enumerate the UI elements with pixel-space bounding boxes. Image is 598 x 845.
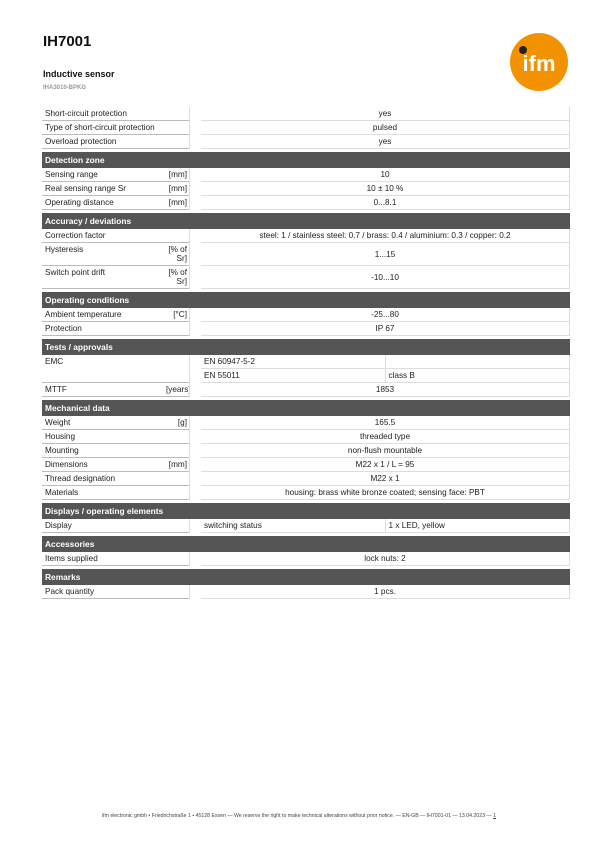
row-unit: [mm] xyxy=(164,182,189,196)
footer-text: ifm electronic gmbh • Friedrichstraße 1 • 45128 Essen — We reserve the right to make technical alterations without prior notice. — EN-GB — IH7001-01 — 13.04.2023 — xyxy=(102,813,492,819)
row-label: EMC xyxy=(45,357,64,366)
row-label: Housing xyxy=(42,430,164,444)
row-label: Sensing range xyxy=(42,168,164,182)
table-row xyxy=(42,135,570,149)
table-row xyxy=(42,486,570,500)
row-unit xyxy=(164,444,189,458)
row-value: IP 67 xyxy=(201,322,570,336)
table-row xyxy=(42,182,570,196)
row-label: Thread designation xyxy=(42,472,164,486)
row-label: Switch point drift xyxy=(42,266,164,289)
product-code: IHA3010-BPKG xyxy=(43,85,87,91)
table-row xyxy=(42,322,570,336)
row-unit xyxy=(164,135,189,149)
row-unit: [°C] xyxy=(164,308,189,322)
row-unit: [years] xyxy=(164,383,189,397)
row-label: MTTF xyxy=(42,383,164,397)
row-unit: [mm] xyxy=(164,168,189,182)
table-row xyxy=(42,416,570,430)
row-unit xyxy=(164,121,189,135)
table-row xyxy=(42,458,570,472)
table-row xyxy=(42,308,570,322)
row-unit xyxy=(164,322,189,336)
emc-row-1 xyxy=(201,355,570,369)
table-row xyxy=(42,585,570,599)
page-footer xyxy=(0,813,598,819)
row-value: steel: 1 / stainless steel: 0.7 / brass: 0.4 / aluminium: 0.3 / copper: 0.2 xyxy=(201,229,570,243)
table-row xyxy=(42,444,570,458)
row-unit: [mm] xyxy=(164,196,189,210)
row-value: yes xyxy=(201,135,570,149)
section-accessories: Accessories xyxy=(42,536,570,552)
row-value: M22 x 1 / L = 95 xyxy=(201,458,570,472)
display-values xyxy=(201,519,570,533)
row-label: Ambient temperature xyxy=(42,308,164,322)
emc-row-2 xyxy=(201,369,570,383)
row-label: Protection xyxy=(42,322,164,336)
ifm-logo xyxy=(510,33,568,91)
row-unit xyxy=(164,355,189,369)
display-type: switching status xyxy=(201,519,385,533)
section-detection-zone: Detection zone xyxy=(42,152,570,168)
row-label: Mounting xyxy=(42,444,164,458)
emc-standard: EN 55011 xyxy=(201,369,385,383)
table-row xyxy=(42,229,570,243)
table-row xyxy=(42,196,570,210)
row-label: Real sensing range Sr xyxy=(42,182,164,196)
row-label: Weight xyxy=(42,416,164,430)
svg-text:ifm: ifm xyxy=(522,51,556,76)
page-number-link[interactable]: 1 xyxy=(493,813,496,819)
row-unit xyxy=(164,585,189,599)
row-unit: [mm] xyxy=(164,458,189,472)
section-operating-conditions: Operating conditions xyxy=(42,292,570,308)
row-unit xyxy=(164,107,189,121)
table-row xyxy=(42,472,570,486)
table-row xyxy=(42,369,570,383)
row-value: 10 ± 10 % xyxy=(201,182,570,196)
row-unit xyxy=(164,369,189,383)
row-value: yes xyxy=(201,107,570,121)
row-value: 10 xyxy=(201,168,570,182)
table-row xyxy=(42,430,570,444)
row-value: 0...8.1 xyxy=(201,196,570,210)
row-value: 1853 xyxy=(201,383,570,397)
row-unit xyxy=(164,229,189,243)
table-row xyxy=(42,552,570,566)
row-unit: [g] xyxy=(164,416,189,430)
row-label: Dimensions xyxy=(42,458,164,472)
table-row xyxy=(42,168,570,182)
row-label: Hysteresis xyxy=(42,243,164,266)
product-subtitle: Inductive sensor xyxy=(43,69,115,79)
display-led: 1 x LED, yellow xyxy=(385,519,571,533)
row-value: 165.5 xyxy=(201,416,570,430)
table-row xyxy=(42,266,570,289)
section-tests-approvals: Tests / approvals xyxy=(42,339,570,355)
row-label: Materials xyxy=(42,486,164,500)
row-value: non-flush mountable xyxy=(201,444,570,458)
row-value: -10...10 xyxy=(201,266,570,289)
row-label: Type of short-circuit protection xyxy=(42,121,164,135)
row-label: Correction factor xyxy=(42,229,164,243)
row-unit xyxy=(164,472,189,486)
row-value: 1 pcs. xyxy=(201,585,570,599)
section-mechanical-data: Mechanical data xyxy=(42,400,570,416)
table-row xyxy=(42,355,570,369)
emc-class: class B xyxy=(385,369,571,383)
row-unit: [% of Sr] xyxy=(164,266,189,289)
row-unit xyxy=(164,552,189,566)
row-label: Items supplied xyxy=(42,552,164,566)
row-label: Pack quantity xyxy=(42,585,164,599)
row-unit xyxy=(164,430,189,444)
row-value: lock nuts: 2 xyxy=(201,552,570,566)
section-remarks: Remarks xyxy=(42,569,570,585)
row-value: pulsed xyxy=(201,121,570,135)
emc-class xyxy=(385,355,571,369)
row-value: threaded type xyxy=(201,430,570,444)
row-label: Display xyxy=(42,519,164,533)
emc-standard: EN 60947-5-2 xyxy=(201,355,385,369)
row-unit xyxy=(164,519,189,533)
row-label: Overload protection xyxy=(42,135,164,149)
section-displays: Displays / operating elements xyxy=(42,503,570,519)
row-value: -25...80 xyxy=(201,308,570,322)
table-row xyxy=(42,243,570,266)
section-accuracy: Accuracy / deviations xyxy=(42,213,570,229)
table-row xyxy=(42,519,570,533)
row-unit: [% of Sr] xyxy=(164,243,189,266)
row-value: 1...15 xyxy=(201,243,570,266)
page-title: IH7001 xyxy=(43,33,92,50)
table-row xyxy=(42,121,570,135)
spec-table xyxy=(42,107,570,599)
row-label xyxy=(42,369,164,383)
table-row xyxy=(42,383,570,397)
row-label: Operating distance xyxy=(42,196,164,210)
table-row xyxy=(42,107,570,121)
row-unit xyxy=(164,486,189,500)
row-label: Short-circuit protection xyxy=(42,107,164,121)
row-value: housing: brass white bronze coated; sensing face: PBT xyxy=(201,486,570,500)
row-value: M22 x 1 xyxy=(201,472,570,486)
